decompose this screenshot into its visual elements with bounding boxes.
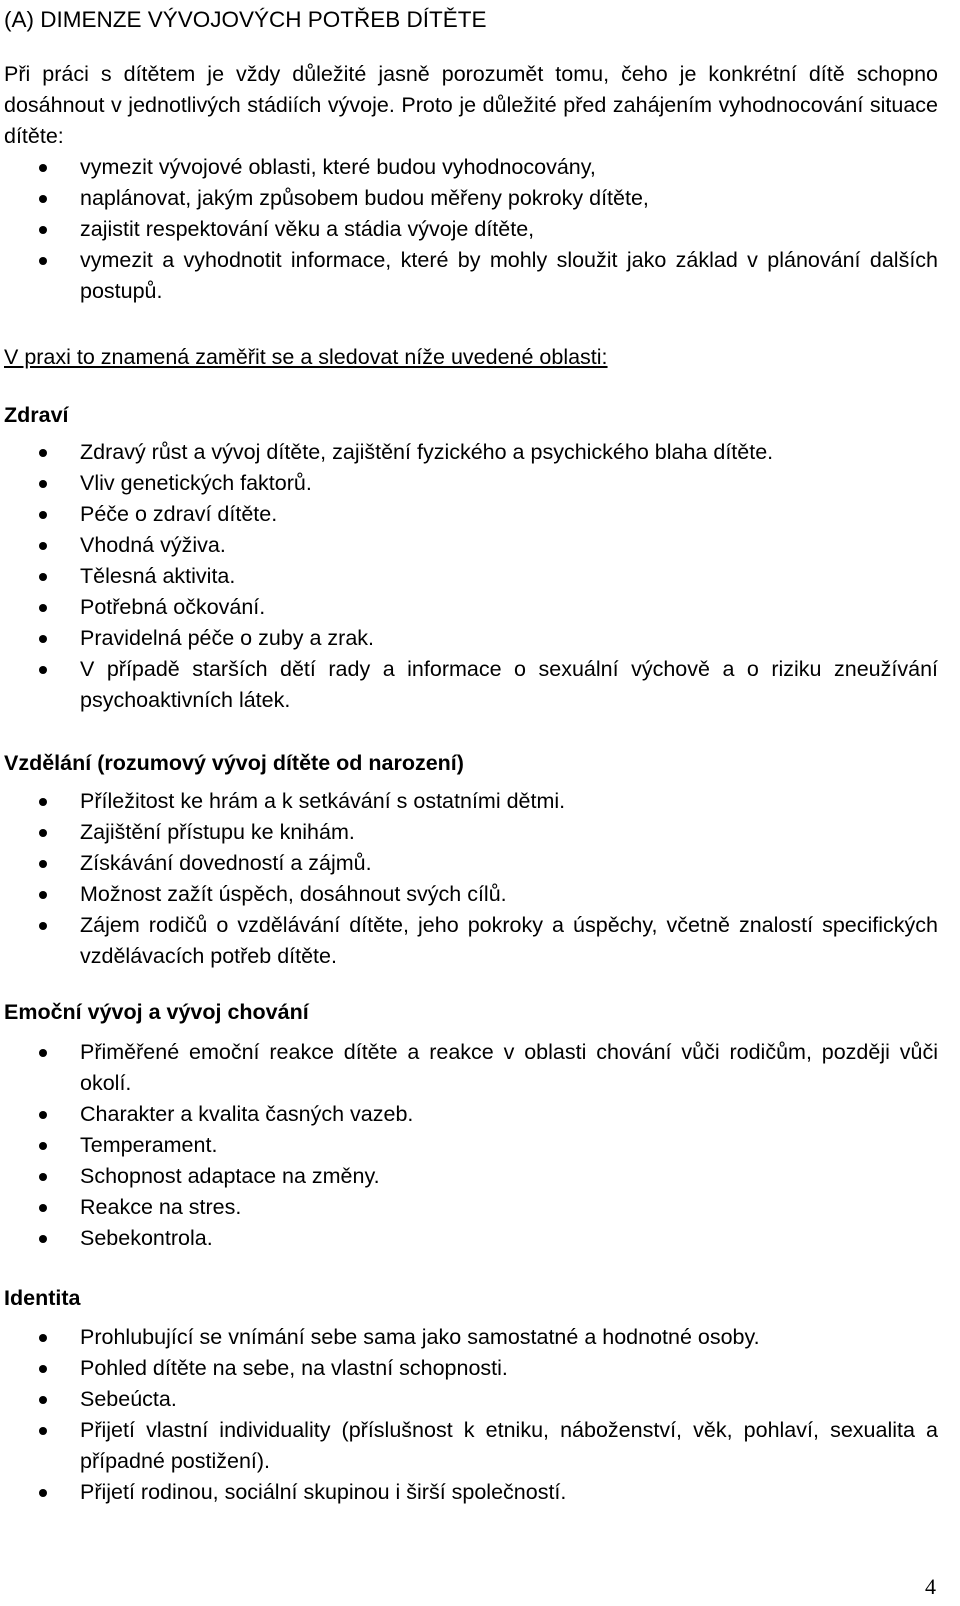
list-item (4, 152, 938, 183)
practice-note: V praxi to znamená zaměřit se a sledovat níže uvedené oblasti: (4, 345, 608, 369)
list-item (4, 245, 938, 307)
list-item-text: V případě starších dětí rady a informace o sexuální výchově a o riziku zneužívání psychoaktivních látek. (80, 657, 938, 712)
bullet-icon (39, 573, 47, 581)
list-item-text: Prohlubující se vnímání sebe sama jako samostatné a hodnotné osoby. (80, 1325, 760, 1349)
bullet-icon (39, 164, 47, 172)
intro-list (4, 152, 938, 307)
list-item (4, 1353, 938, 1384)
list-item (4, 1322, 938, 1353)
section-heading-emotional: Emoční vývoj a vývoj chování (4, 1000, 309, 1024)
bullet-icon (39, 511, 47, 519)
list-item (4, 1130, 938, 1161)
bullet-icon (39, 195, 47, 203)
list-item-text: Získávání dovedností a zájmů. (80, 851, 372, 875)
bullet-icon (39, 922, 47, 930)
bullet-icon (39, 542, 47, 550)
list-item (4, 848, 938, 879)
list-item (4, 530, 938, 561)
list-item (4, 1161, 938, 1192)
list-item-text: Přijetí vlastní individuality (příslušnost k etniku, náboženství, věk, pohlaví, sexualita a případné postižení). (80, 1418, 938, 1473)
list-item-text: Pohled dítěte na sebe, na vlastní schopnosti. (80, 1356, 508, 1380)
bullet-icon (39, 1111, 47, 1119)
bullet-icon (39, 1204, 47, 1212)
page-number: 4 (925, 1574, 936, 1599)
list-item (4, 1415, 938, 1477)
list-item-text: Charakter a kvalita časných vazeb. (80, 1102, 414, 1126)
bullet-icon (39, 1049, 47, 1057)
intro-paragraph: Při práci s dítětem je vždy důležité jasně porozumět tomu, čeho je konkrétní dítě schopno dosáhnout v jednotlivých stádiích vývoje. Proto je důležité před zahájením vyhodnocování situace dítěte: (4, 62, 938, 148)
list-item-text: Sebeúcta. (80, 1387, 177, 1411)
health-list (4, 437, 938, 716)
list-item (4, 468, 938, 499)
bullet-icon (39, 1142, 47, 1150)
list-item-text: naplánovat, jakým způsobem budou měřeny pokroky dítěte, (80, 186, 649, 210)
page-title: (A) DIMENZE VÝVOJOVÝCH POTŘEB DÍTĚTE (4, 7, 487, 32)
bullet-icon (39, 1334, 47, 1342)
list-item-text: Sebekontrola. (80, 1226, 213, 1250)
list-item-text: vymezit vývojové oblasti, které budou vyhodnocovány, (80, 155, 596, 179)
list-item (4, 561, 938, 592)
list-item-text: zajistit respektování věku a stádia vývoje dítěte, (80, 217, 535, 241)
bullet-icon (39, 1489, 47, 1497)
list-item (4, 214, 938, 245)
identity-list (4, 1322, 938, 1508)
list-item-text: Vhodná výživa. (80, 533, 226, 557)
list-item-text: Zdravý růst a vývoj dítěte, zajištění fyzického a psychického blaha dítěte. (80, 440, 774, 464)
list-item (4, 1099, 938, 1130)
list-item-text: Vliv genetických faktorů. (80, 471, 312, 495)
list-item (4, 1223, 938, 1254)
bullet-icon (39, 226, 47, 234)
bullet-icon (39, 798, 47, 806)
list-item (4, 1477, 938, 1508)
list-item (4, 879, 938, 910)
list-item (4, 623, 938, 654)
list-item (4, 817, 938, 848)
list-item-text: Zajištění přístupu ke knihám. (80, 820, 355, 844)
list-item (4, 910, 938, 972)
list-item-text: Pravidelná péče o zuby a zrak. (80, 626, 374, 650)
list-item-text: Zájem rodičů o vzdělávání dítěte, jeho pokroky a úspěchy, včetně znalostí specifických vzdělávacích potřeb dítěte. (80, 913, 938, 968)
list-item-text: Možnost zažít úspěch, dosáhnout svých cílů. (80, 882, 507, 906)
section-heading-education: Vzdělání (rozumový vývoj dítěte od narození) (4, 751, 464, 775)
bullet-icon (39, 1427, 47, 1435)
list-item-text: Potřebná očkování. (80, 595, 266, 619)
education-list (4, 786, 938, 972)
list-item (4, 592, 938, 623)
list-item (4, 1384, 938, 1415)
list-item (4, 786, 938, 817)
list-item (4, 437, 938, 468)
section-heading-identity: Identita (4, 1286, 81, 1310)
bullet-icon (39, 480, 47, 488)
list-item (4, 183, 938, 214)
emotional-list (4, 1037, 938, 1254)
list-item (4, 654, 938, 716)
bullet-icon (39, 829, 47, 837)
bullet-icon (39, 604, 47, 612)
list-item-text: Příležitost ke hrám a k setkávání s ostatními dětmi. (80, 789, 566, 813)
list-item (4, 1037, 938, 1099)
bullet-icon (39, 449, 47, 457)
bullet-icon (39, 1396, 47, 1404)
list-item-text: Reakce na stres. (80, 1195, 242, 1219)
list-item-text: Tělesná aktivita. (80, 564, 236, 588)
bullet-icon (39, 257, 47, 265)
section-heading-health: Zdraví (4, 403, 69, 427)
bullet-icon (39, 1235, 47, 1243)
list-item-text: Schopnost adaptace na změny. (80, 1164, 380, 1188)
bullet-icon (39, 1365, 47, 1373)
bullet-icon (39, 860, 47, 868)
list-item-text: Přijetí rodinou, sociální skupinou i širší společností. (80, 1480, 567, 1504)
bullet-icon (39, 666, 47, 674)
list-item-text: vymezit a vyhodnotit informace, které by mohly sloužit jako základ v plánování dalších postupů. (80, 248, 938, 303)
list-item-text: Přiměřené emoční reakce dítěte a reakce v oblasti chování vůči rodičům, později vůči okolí. (80, 1040, 938, 1095)
bullet-icon (39, 635, 47, 643)
bullet-icon (39, 1173, 47, 1181)
list-item-text: Péče o zdraví dítěte. (80, 502, 278, 526)
list-item (4, 499, 938, 530)
bullet-icon (39, 891, 47, 899)
list-item (4, 1192, 938, 1223)
list-item-text: Temperament. (80, 1133, 218, 1157)
